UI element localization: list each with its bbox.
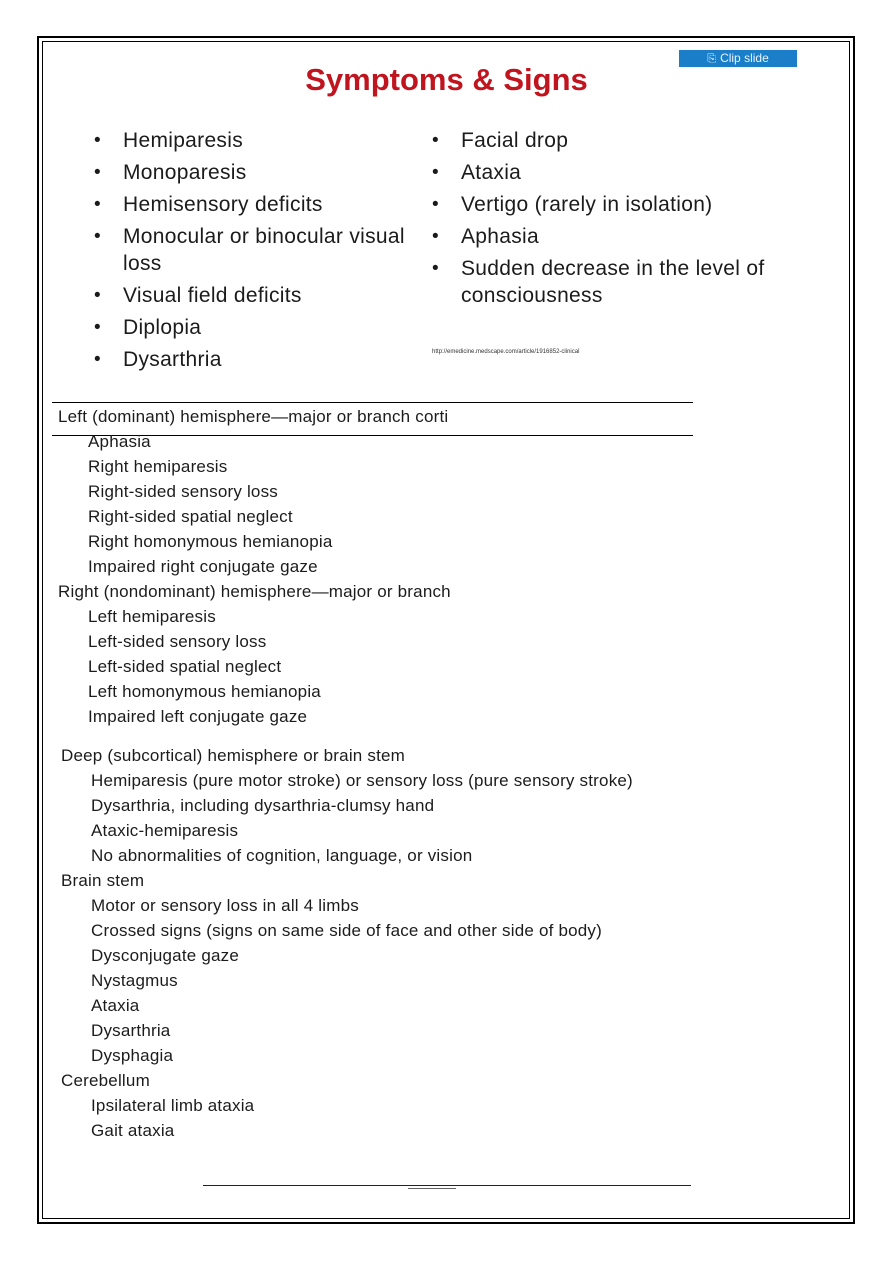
list-item: • Dysarthria: [94, 346, 424, 373]
table-row: Right-sided sensory loss: [88, 482, 278, 501]
table-row: Aphasia: [88, 432, 151, 451]
table-row: Impaired right conjugate gaze: [88, 557, 318, 576]
symptoms-list-left: [94, 127, 424, 378]
hemisphere-signs-table: [58, 404, 693, 729]
table-row: Dysphagia: [91, 1046, 174, 1065]
table-row: Left-sided spatial neglect: [88, 657, 282, 676]
table-row: Right homonymous hemianopia: [88, 532, 333, 551]
table-row: Dysconjugate gaze: [91, 946, 239, 965]
bottom-rule-accent: [408, 1188, 456, 1189]
section-heading: Brain stem: [61, 871, 145, 890]
symptoms-list-right: [432, 127, 777, 314]
list-item: • Facial drop: [432, 127, 777, 154]
list-item: • Vertigo (rarely in isolation): [432, 191, 777, 218]
list-item: • Aphasia: [432, 223, 777, 250]
list-item: • Ataxia: [432, 159, 777, 186]
clip-slide-label: Clip slide: [720, 51, 769, 65]
list-item: • Monoparesis: [94, 159, 424, 186]
table-row: Nystagmus: [91, 971, 178, 990]
table-row: Dysarthria, including dysarthria-clumsy hand: [91, 796, 435, 815]
table-row: Impaired left conjugate gaze: [88, 707, 308, 726]
table-row: Gait ataxia: [91, 1121, 175, 1140]
slide-title: Symptoms & Signs: [305, 62, 588, 97]
list-item: • Hemisensory deficits: [94, 191, 424, 218]
table-row: Motor or sensory loss in all 4 limbs: [91, 896, 359, 915]
table-row: Ataxic-hemiparesis: [91, 821, 239, 840]
bottom-rule: [203, 1185, 691, 1186]
table-row: Left-sided sensory loss: [88, 632, 267, 651]
table-row: Ataxia: [91, 996, 140, 1015]
section-heading: Cerebellum: [61, 1071, 150, 1090]
table-row: No abnormalities of cognition, language, or vision: [91, 846, 473, 865]
source-citation: http://emedicine.medscape.com/article/1916852-clinical: [432, 349, 580, 355]
list-item: • Hemiparesis: [94, 127, 424, 154]
table-top-rule: [52, 402, 693, 403]
table-row: Right hemiparesis: [88, 457, 228, 476]
table-row: Dysarthria: [91, 1021, 171, 1040]
section-heading: Right (nondominant) hemisphere—major or branch: [58, 582, 451, 601]
table-row: Right-sided spatial neglect: [88, 507, 293, 526]
table-row: Ipsilateral limb ataxia: [91, 1096, 255, 1115]
list-item: • Diplopia: [94, 314, 424, 341]
section-heading: Deep (subcortical) hemisphere or brain stem: [61, 746, 406, 765]
table-row: Left hemiparesis: [88, 607, 216, 626]
clip-icon: ⎘: [707, 53, 717, 65]
table-row: Left homonymous hemianopia: [88, 682, 321, 701]
subcortical-signs-table: [61, 743, 841, 1143]
list-item: • Monocular or binocular visual loss: [94, 223, 424, 277]
table-row: Hemiparesis (pure motor stroke) or sensory loss (pure sensory stroke): [91, 771, 633, 790]
list-item: • Sudden decrease in the level of consciousness: [432, 255, 777, 309]
list-item: • Visual field deficits: [94, 282, 424, 309]
table-row: Crossed signs (signs on same side of face and other side of body): [91, 921, 602, 940]
section-heading: Left (dominant) hemisphere—major or branch corti: [58, 407, 449, 426]
